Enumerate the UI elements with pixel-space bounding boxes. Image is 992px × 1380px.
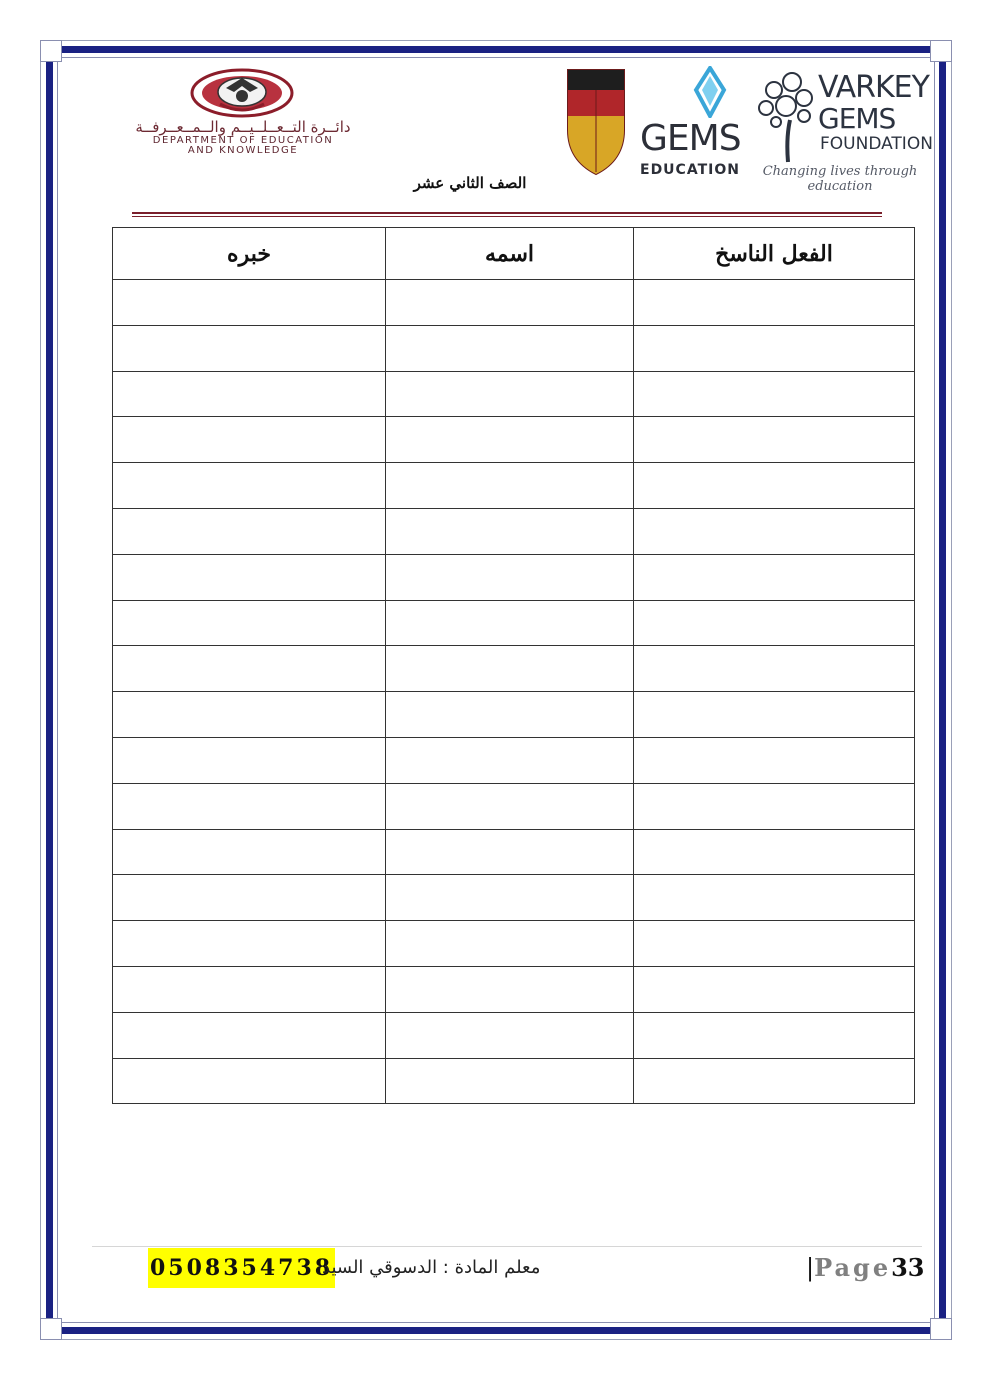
table-cell[interactable] xyxy=(113,921,386,967)
varkey-tagline: Changing lives through education xyxy=(762,164,918,194)
gems-education-logo xyxy=(640,66,741,186)
varkey-foundation-logo xyxy=(752,68,933,194)
table-cell[interactable] xyxy=(634,600,915,646)
table-header-row xyxy=(113,228,915,280)
table-cell[interactable] xyxy=(386,463,634,509)
page-number-value: 33 xyxy=(891,1253,925,1282)
table-cell[interactable] xyxy=(113,783,386,829)
table-cell[interactable] xyxy=(386,325,634,371)
corner-ornament xyxy=(930,40,952,62)
table-cell[interactable] xyxy=(386,417,634,463)
table-cell[interactable] xyxy=(634,966,915,1012)
teacher-phone: 0508354738 xyxy=(148,1248,335,1288)
table-cell[interactable] xyxy=(386,783,634,829)
adek-logo xyxy=(88,66,398,162)
table-cell[interactable] xyxy=(113,280,386,326)
teacher-name: معلم المادة : الدسوقي السيد xyxy=(322,1257,541,1278)
page-label: Page xyxy=(814,1253,892,1282)
table-cell[interactable] xyxy=(113,554,386,600)
table-cell[interactable] xyxy=(113,1058,386,1104)
table-cell[interactable] xyxy=(634,463,915,509)
column-header-predicate: خبره xyxy=(113,228,386,280)
table-row xyxy=(113,692,915,738)
page-separator: | xyxy=(806,1254,815,1282)
table-row xyxy=(113,600,915,646)
table-cell[interactable] xyxy=(113,966,386,1012)
table-row xyxy=(113,463,915,509)
table-row xyxy=(113,325,915,371)
falcon-emblem-icon xyxy=(190,66,294,118)
column-header-verb: الفعل الناسخ xyxy=(634,228,915,280)
grade-title: الصف الثاني عشر xyxy=(413,174,527,192)
table-row xyxy=(113,508,915,554)
table-cell[interactable] xyxy=(113,508,386,554)
table-cell[interactable] xyxy=(634,325,915,371)
footer-divider xyxy=(92,1246,922,1247)
table-cell[interactable] xyxy=(386,554,634,600)
table-cell[interactable] xyxy=(386,371,634,417)
table-row xyxy=(113,783,915,829)
diamond-icon xyxy=(640,66,734,118)
corner-ornament xyxy=(930,1318,952,1340)
table-row xyxy=(113,280,915,326)
table-cell[interactable] xyxy=(386,600,634,646)
varkey-gems-wordmark: GEMS xyxy=(818,102,896,135)
table-cell[interactable] xyxy=(386,921,634,967)
table-cell[interactable] xyxy=(113,646,386,692)
table-cell[interactable] xyxy=(634,554,915,600)
table-cell[interactable] xyxy=(634,417,915,463)
column-header-subject: اسمه xyxy=(386,228,634,280)
table-cell[interactable] xyxy=(386,737,634,783)
table-cell[interactable] xyxy=(113,737,386,783)
table-row xyxy=(113,1012,915,1058)
table-row xyxy=(113,829,915,875)
table-cell[interactable] xyxy=(386,646,634,692)
school-crest-icon xyxy=(566,68,626,176)
varkey-foundation-wordmark: FOUNDATION xyxy=(820,134,933,154)
table-cell[interactable] xyxy=(113,1012,386,1058)
table-row xyxy=(113,646,915,692)
table-cell[interactable] xyxy=(386,1012,634,1058)
worksheet-table xyxy=(112,227,915,1104)
table-cell[interactable] xyxy=(113,463,386,509)
table-cell[interactable] xyxy=(634,692,915,738)
table-cell[interactable] xyxy=(386,966,634,1012)
gems-wordmark: GEMS xyxy=(640,118,741,159)
tree-icon xyxy=(752,68,818,164)
table-row xyxy=(113,554,915,600)
table-cell[interactable] xyxy=(634,646,915,692)
table-cell[interactable] xyxy=(113,417,386,463)
table-cell[interactable] xyxy=(634,921,915,967)
table-cell[interactable] xyxy=(386,1058,634,1104)
page-number xyxy=(806,1250,925,1286)
table-cell[interactable] xyxy=(113,371,386,417)
table-cell[interactable] xyxy=(386,875,634,921)
table-cell[interactable] xyxy=(634,371,915,417)
table-row xyxy=(113,737,915,783)
table-cell[interactable] xyxy=(634,737,915,783)
table-cell[interactable] xyxy=(634,1058,915,1104)
table-row xyxy=(113,1058,915,1104)
table-cell[interactable] xyxy=(113,829,386,875)
adek-english-name: DEPARTMENT OF EDUCATION AND KNOWLEDGE xyxy=(152,135,334,156)
table-row xyxy=(113,921,915,967)
table-cell[interactable] xyxy=(634,829,915,875)
table-cell[interactable] xyxy=(386,280,634,326)
table-cell[interactable] xyxy=(386,692,634,738)
table-cell[interactable] xyxy=(113,600,386,646)
table-cell[interactable] xyxy=(386,829,634,875)
table-cell[interactable] xyxy=(634,280,915,326)
table-cell[interactable] xyxy=(634,1012,915,1058)
table-cell[interactable] xyxy=(634,875,915,921)
varkey-wordmark: VARKEY xyxy=(818,70,929,105)
corner-ornament xyxy=(40,40,62,62)
gems-subtitle: EDUCATION xyxy=(640,162,740,178)
corner-ornament xyxy=(40,1318,62,1340)
table-row xyxy=(113,371,915,417)
table-row xyxy=(113,417,915,463)
header-divider xyxy=(132,212,882,214)
table-cell[interactable] xyxy=(634,783,915,829)
adek-arabic-name: دائــرة التــعــلــيــم والــمــعــرفــة xyxy=(135,118,351,136)
table-cell[interactable] xyxy=(113,325,386,371)
table-cell[interactable] xyxy=(386,508,634,554)
table-cell[interactable] xyxy=(113,875,386,921)
table-row xyxy=(113,966,915,1012)
table-cell[interactable] xyxy=(634,508,915,554)
table-row xyxy=(113,875,915,921)
table-cell[interactable] xyxy=(113,692,386,738)
header-divider-thin xyxy=(132,216,882,217)
